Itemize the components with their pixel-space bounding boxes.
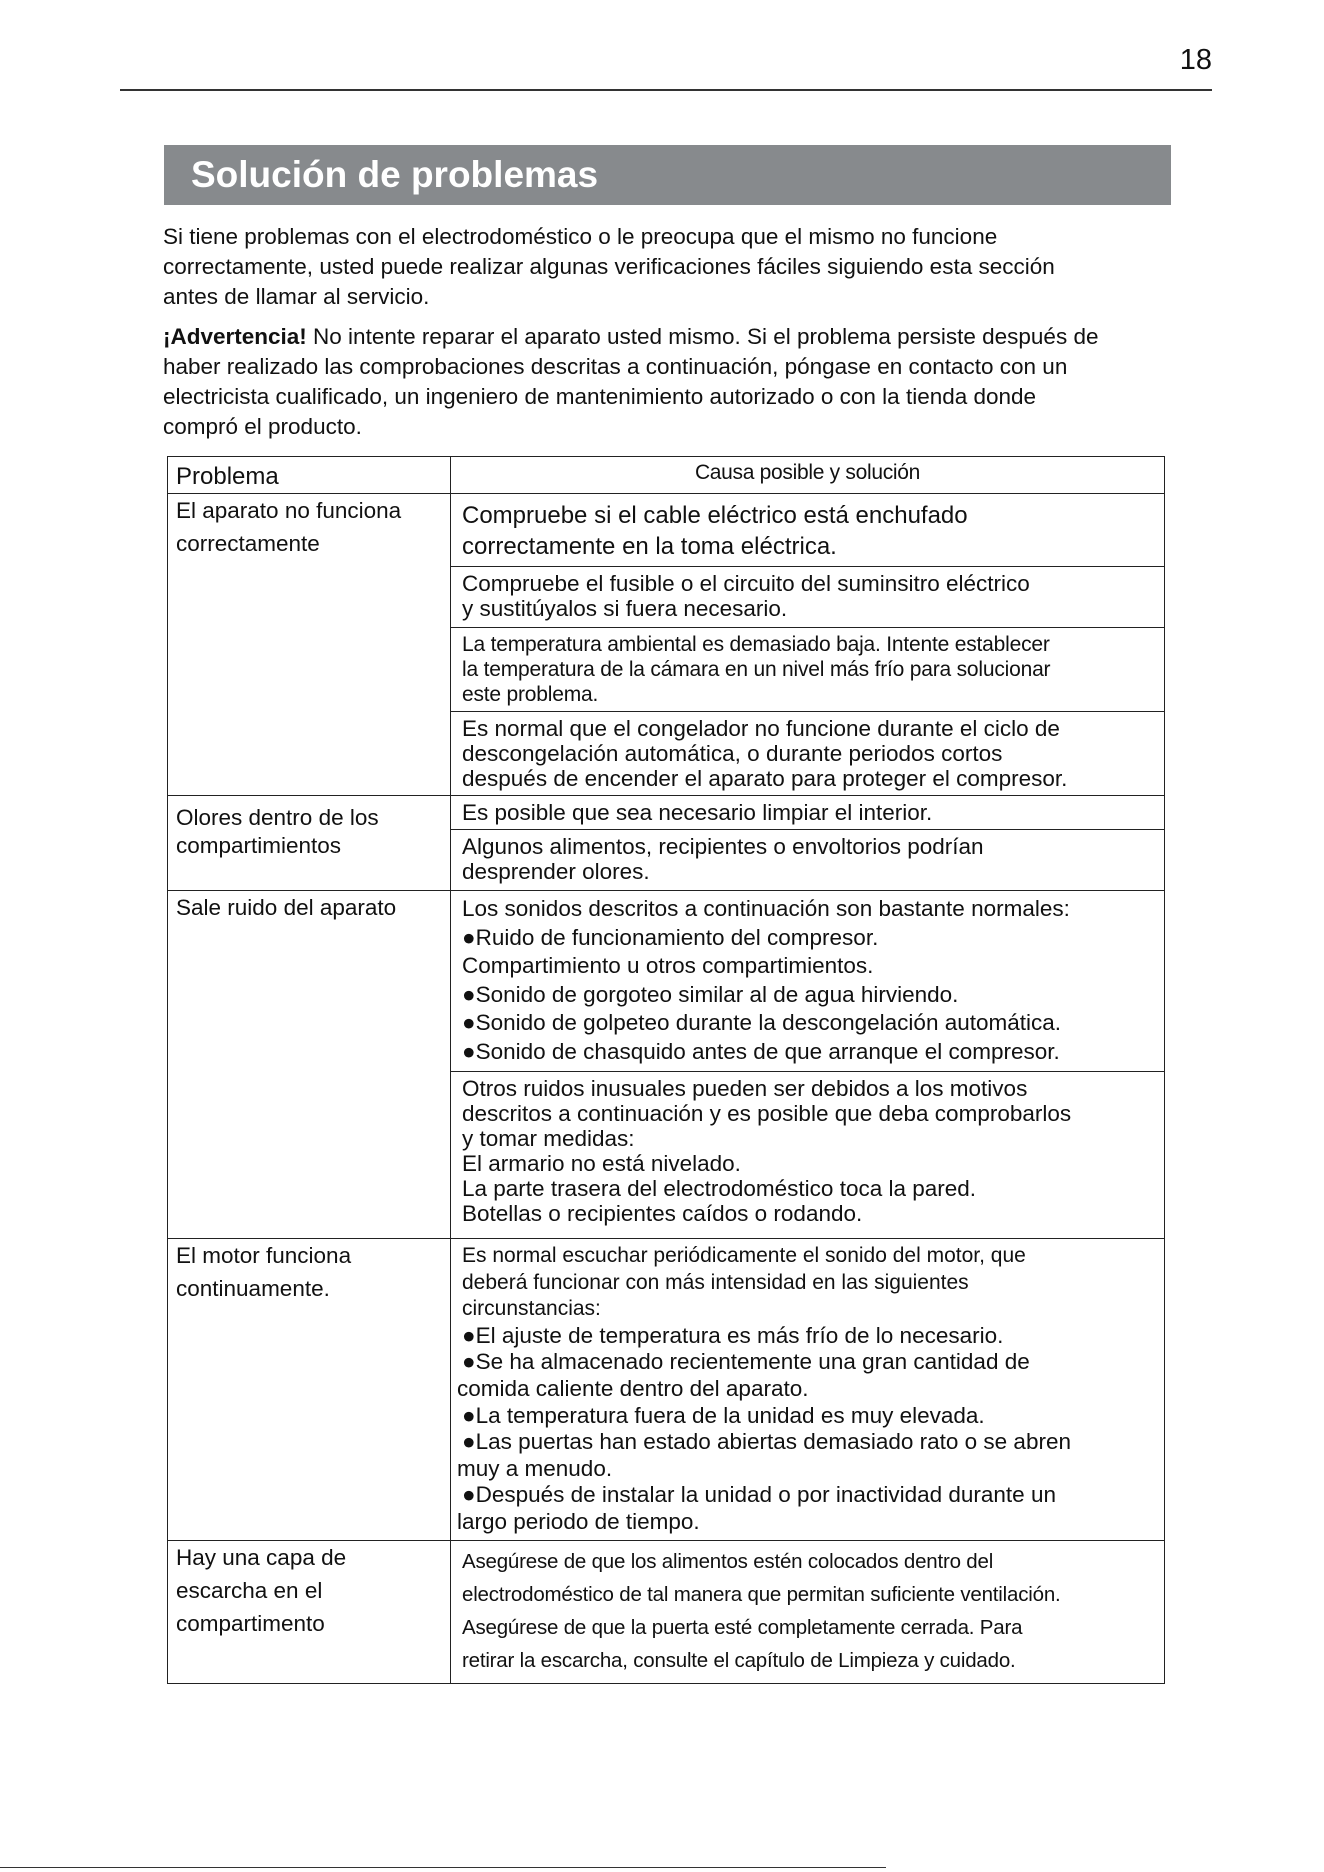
cause-line: ●Ruido de funcionamiento del compresor.: [462, 924, 879, 950]
cause-line: Compruebe el fusible o el circuito del suminsitro eléctrico: [462, 571, 1030, 596]
cause-line: El armario no está nivelado.: [462, 1151, 741, 1176]
problem-line: compartimento: [176, 1610, 325, 1636]
cause-line: descritos a continuación y es posible que deba comprobarlos: [462, 1101, 1072, 1126]
cause-line: Asegúrese de que los alimentos estén colocados dentro del: [462, 1549, 994, 1573]
warning-paragraph: [163, 322, 1178, 442]
cause-line: circunstancias:: [462, 1297, 601, 1321]
cause-cell: [451, 830, 1165, 891]
cause-line: ●El ajuste de temperatura es más frío de lo necesario.: [462, 1322, 1004, 1348]
cause-line: comida caliente dentro del aparato.: [457, 1375, 809, 1401]
table-row: [168, 796, 1165, 830]
problem-line: Sale ruido del aparato: [176, 895, 397, 920]
intro-line: antes de llamar al servicio.: [163, 284, 430, 309]
page-number: 18: [1179, 44, 1212, 76]
cause-line: y tomar medidas:: [462, 1126, 635, 1151]
problem-line: Olores dentro de los: [176, 805, 379, 830]
cause-cell: [451, 1239, 1165, 1541]
problem-line: continuamente.: [176, 1276, 330, 1301]
cause-line: electrodoméstico de tal manera que permitan suficiente ventilación.: [462, 1582, 1061, 1606]
warning-line: haber realizado las comprobaciones descritas a continuación, póngase en contacto con un: [163, 354, 1068, 379]
problem-line: compartimientos: [176, 833, 342, 858]
section-title: Solución de problemas: [164, 145, 1171, 205]
table-row: [168, 1239, 1165, 1541]
header-cause: Causa posible y solución: [451, 457, 1165, 494]
warning-line: compró el producto.: [163, 414, 362, 439]
cause-line: ●Sonido de gorgoteo similar al de agua hirviendo.: [462, 981, 959, 1007]
warning-text: No intente reparar el aparato usted mismo. Si el problema persiste después de: [306, 324, 1099, 349]
cause-line: ●Sonido de golpeteo durante la descongelación automática.: [462, 1010, 1062, 1035]
warning-line: electricista cualificado, un ingeniero de mantenimiento autorizado o con la tienda donde: [163, 384, 1037, 409]
cause-line: Es normal que el congelador no funcione durante el ciclo de: [462, 716, 1060, 741]
cause-cell: [451, 1540, 1165, 1683]
cause-line: la temperatura de la cámara en un nivel más frío para solucionar: [462, 658, 1051, 681]
cause-cell: [451, 628, 1165, 712]
problem-line: escarcha en el: [176, 1577, 323, 1603]
cause-line: después de encender el aparato para proteger el compresor.: [462, 766, 1068, 791]
header-problem: Problema: [168, 457, 451, 494]
cause-line: ●Las puertas han estado abiertas demasiado rato o se abren: [462, 1429, 1071, 1455]
cause-line: Botellas o recipientes caídos o rodando.: [462, 1201, 863, 1226]
cause-cell: [451, 891, 1165, 1072]
cause-cell: [451, 796, 1165, 830]
intro-line: Si tiene problemas con el electrodoméstico o le preocupa que el mismo no funcione: [163, 224, 998, 249]
cause-cell: [451, 567, 1165, 628]
problem-cell: [168, 494, 451, 796]
problem-cell: [168, 1239, 451, 1541]
cause-line: La temperatura ambiental es demasiado baja. Intente establecer: [462, 633, 1050, 656]
intro-line: correctamente, usted puede realizar algunas verificaciones fáciles siguiendo esta sección: [163, 254, 1055, 279]
cause-line: descongelación automática, o durante periodos cortos: [462, 741, 1003, 766]
cause-line: correctamente en la toma eléctrica.: [462, 533, 837, 560]
cause-line: Asegúrese de que la puerta esté completamente cerrada. Para: [462, 1615, 1023, 1639]
header-rule: [120, 89, 1212, 91]
problem-cell: [168, 796, 451, 891]
table-row: [168, 1540, 1165, 1683]
problem-line: Hay una capa de: [176, 1544, 347, 1570]
troubleshooting-table: [167, 456, 1165, 1684]
cause-line: desprender olores.: [462, 859, 650, 884]
cause-line: La parte trasera del electrodoméstico toca la pared.: [462, 1176, 977, 1201]
problem-cell: [168, 1540, 451, 1683]
cause-line: ●Se ha almacenado recientemente una gran cantidad de: [462, 1349, 1030, 1375]
cause-cell: [451, 1072, 1165, 1239]
cause-line: deberá funcionar con más intensidad en las siguientes: [462, 1270, 969, 1294]
cause-line: Es posible que sea necesario limpiar el interior.: [462, 800, 933, 825]
cause-line: muy a menudo.: [457, 1455, 613, 1481]
table-header-row: [168, 457, 1165, 494]
warning-label: ¡Advertencia!: [163, 324, 307, 349]
problem-line: El aparato no funciona: [176, 498, 402, 523]
cause-line: ●La temperatura fuera de la unidad es muy elevada.: [462, 1402, 985, 1428]
cause-line: ●Después de instalar la unidad o por inactividad durante un: [462, 1482, 1056, 1508]
cause-line: Es normal escuchar periódicamente el sonido del motor, que: [462, 1244, 1026, 1267]
table-row: [168, 891, 1165, 1072]
intro-paragraph: [163, 222, 1178, 312]
cause-line: Compartimiento u otros compartimientos.: [462, 953, 874, 978]
cause-cell: [451, 712, 1165, 796]
cause-line: Otros ruidos inusuales pueden ser debidos a los motivos: [462, 1076, 1028, 1101]
cause-line: Algunos alimentos, recipientes o envoltorios podrían: [462, 834, 984, 859]
cause-line: y sustitúyalos si fuera necesario.: [462, 596, 788, 621]
cause-line: este problema.: [462, 683, 599, 706]
warning-line: [163, 322, 1178, 352]
table-row: [168, 494, 1165, 567]
cause-line: Los sonidos descritos a continuación son bastante normales:: [462, 896, 1070, 921]
cause-line: retirar la escarcha, consulte el capítulo de Limpieza y cuidado.: [462, 1648, 1016, 1672]
cause-line: ●Sonido de chasquido antes de que arranque el compresor.: [462, 1038, 1060, 1064]
problem-cell: [168, 891, 451, 1239]
cause-cell: [451, 494, 1165, 567]
problem-line: El motor funciona: [176, 1243, 352, 1268]
cause-line: Compruebe si el cable eléctrico está enchufado: [462, 502, 968, 529]
problem-line: correctamente: [176, 531, 320, 556]
cause-line: largo periodo de tiempo.: [457, 1508, 700, 1534]
footer-rule: [0, 1867, 886, 1868]
